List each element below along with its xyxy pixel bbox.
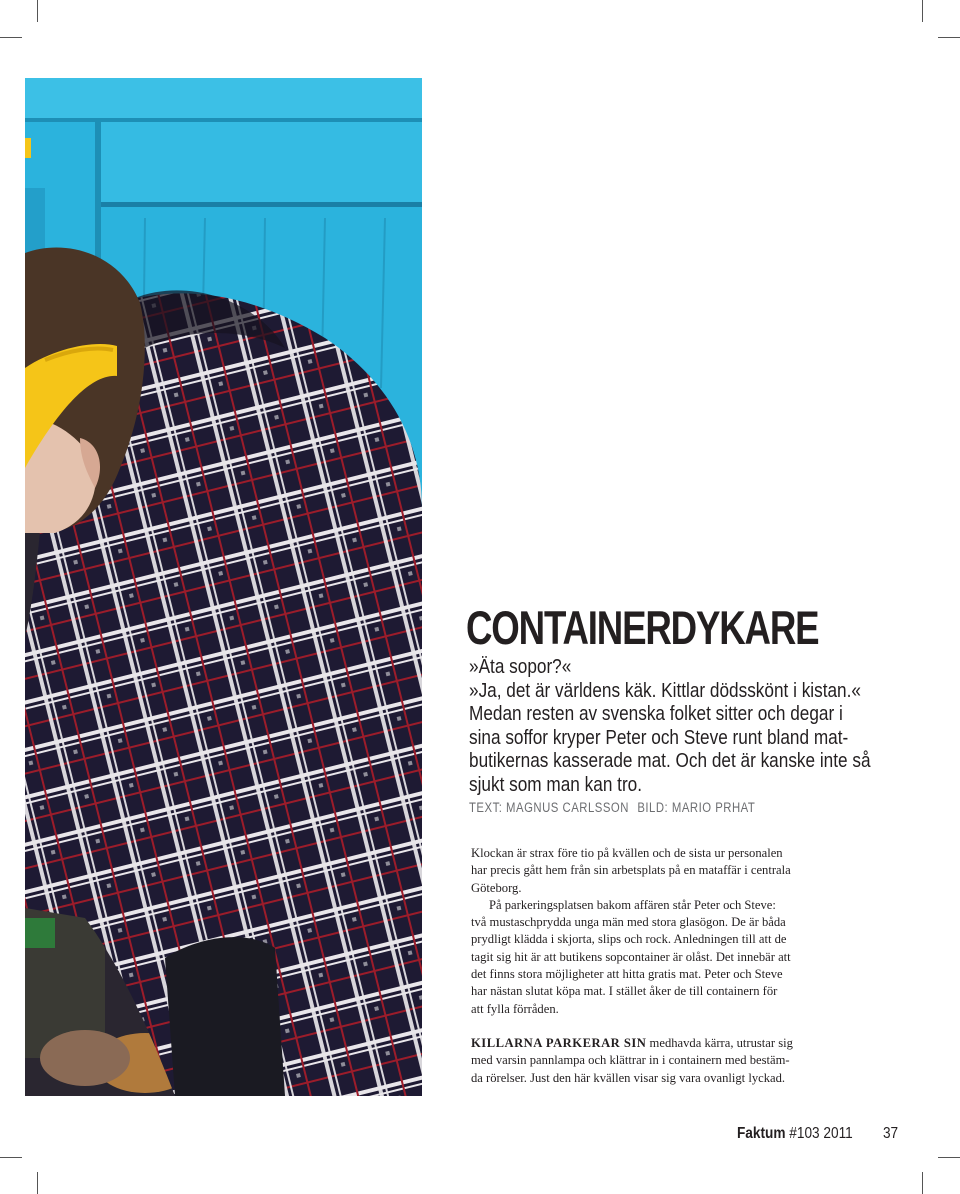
page-number: 37: [882, 1125, 898, 1142]
body-line: På parkeringsplatsen bakom affären står Peter och Steve:: [489, 897, 776, 912]
body-line: det finns stora möjligheter att hitta gratis mat. Peter och Steve: [471, 967, 783, 982]
lede-line: sina soffor kryper Peter och Steve runt bland mat-: [469, 726, 849, 749]
lede-line: butikernas kasserade mat. Och det är kanske inte så: [469, 750, 871, 772]
body-line: att fylla förråden.: [471, 1001, 559, 1016]
crop-mark: [0, 37, 22, 38]
byline-text-credit: TEXT: MAGNUS CARLSSON: [469, 800, 629, 815]
article-photo: [25, 78, 422, 1096]
crop-mark: [922, 0, 923, 22]
crop-mark: [922, 1172, 923, 1194]
lede-line: Medan resten av svenska folket sitter och degar i: [469, 703, 843, 725]
article-headline: CONTAINERDYKARE: [466, 601, 819, 654]
body-line: [471, 1035, 851, 1052]
crop-mark: [0, 1157, 22, 1158]
article-body: [471, 845, 851, 1087]
paragraph-gap: [471, 1018, 851, 1035]
body-line: har nästan slutat köpa mat. I stället åker de till containern för: [471, 984, 778, 999]
lede-line: »Äta sopor?«: [469, 656, 572, 678]
body-line: två mustaschprydda unga män med stora glasögon. De är båda: [471, 915, 786, 930]
section-lead-in: KILLARNA PARKERAR SIN: [471, 1035, 647, 1050]
article-lede: [469, 656, 939, 797]
body-line: tagit sig hit är att butikens sopcontainer är olåst. Det innebär att: [471, 949, 791, 964]
body-line: har precis gått hem från sin arbetsplats på en mataffär i centrala: [471, 863, 791, 878]
crop-mark: [37, 0, 38, 22]
body-line-rest: medhavda kärra, utrustar sig: [646, 1035, 793, 1050]
byline-photo-credit: BILD: MARIO PRHAT: [637, 800, 756, 815]
crop-mark: [938, 37, 960, 38]
body-line: prydligt klädda i skjorta, slips och rock. Anledningen till att de: [471, 932, 787, 947]
body-line: da rörelser. Just den här kvällen visar sig vara ovanligt lyckad.: [471, 1070, 786, 1085]
lede-line: sjukt som man kan tro.: [469, 773, 643, 796]
lede-line: »Ja, det är världens käk. Kittlar dödsskönt i kistan.«: [469, 679, 861, 702]
issue-number: #103 2011: [789, 1125, 853, 1142]
body-line: Göteborg.: [471, 880, 522, 895]
magazine-name: Faktum: [736, 1125, 786, 1142]
crop-mark: [938, 1157, 960, 1158]
page-folio: [737, 1125, 898, 1143]
crop-mark: [37, 1172, 38, 1194]
body-line: med varsin pannlampa och klättrar in i containern med bestäm-: [471, 1053, 790, 1068]
body-line: Klockan är strax före tio på kvällen och de sista ur personalen: [471, 846, 783, 860]
article-byline: [469, 800, 755, 815]
